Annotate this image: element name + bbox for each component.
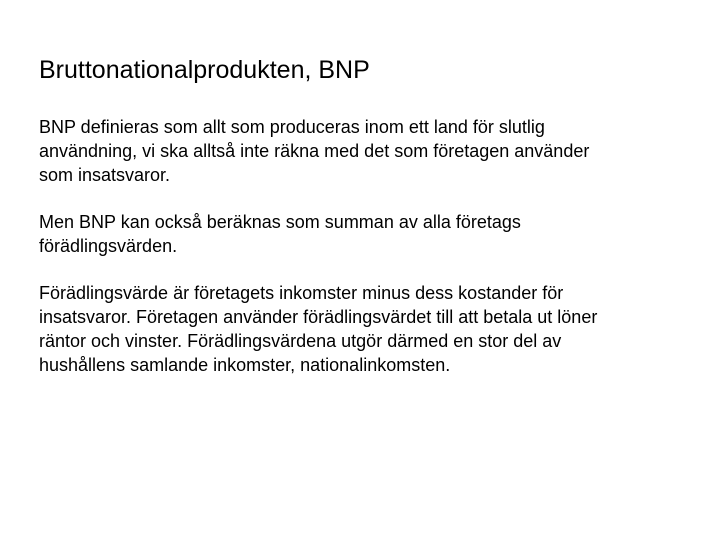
text-line: hushållens samlande inkomster, nationalinkomsten. <box>39 355 451 375</box>
text-line: insatsvaror. Företagen använder förädlingsvärdet till att betala ut löner <box>39 307 598 327</box>
text-line: användning, vi ska alltså inte räkna med det som företagen använder <box>39 141 590 161</box>
text-line: räntor och vinster. Förädlingsvärdena utgör därmed en stor del av <box>39 331 562 351</box>
paragraph-value-added-definition <box>39 281 679 377</box>
slide-body <box>39 115 679 400</box>
paragraph-bnp-definition <box>39 115 679 187</box>
text-line: som insatsvaror. <box>39 165 171 185</box>
text-line: förädlingsvärden. <box>39 236 178 256</box>
text-line: Men BNP kan också beräknas som summan av alla företags <box>39 212 521 232</box>
text-line: Förädlingsvärde är företagets inkomster minus dess kostander för <box>39 283 564 303</box>
paragraph-bnp-value-added <box>39 210 679 258</box>
slide-title: Bruttonationalprodukten, BNP <box>39 56 370 84</box>
text-line: BNP definieras som allt som produceras inom ett land för slutlig <box>39 117 545 137</box>
